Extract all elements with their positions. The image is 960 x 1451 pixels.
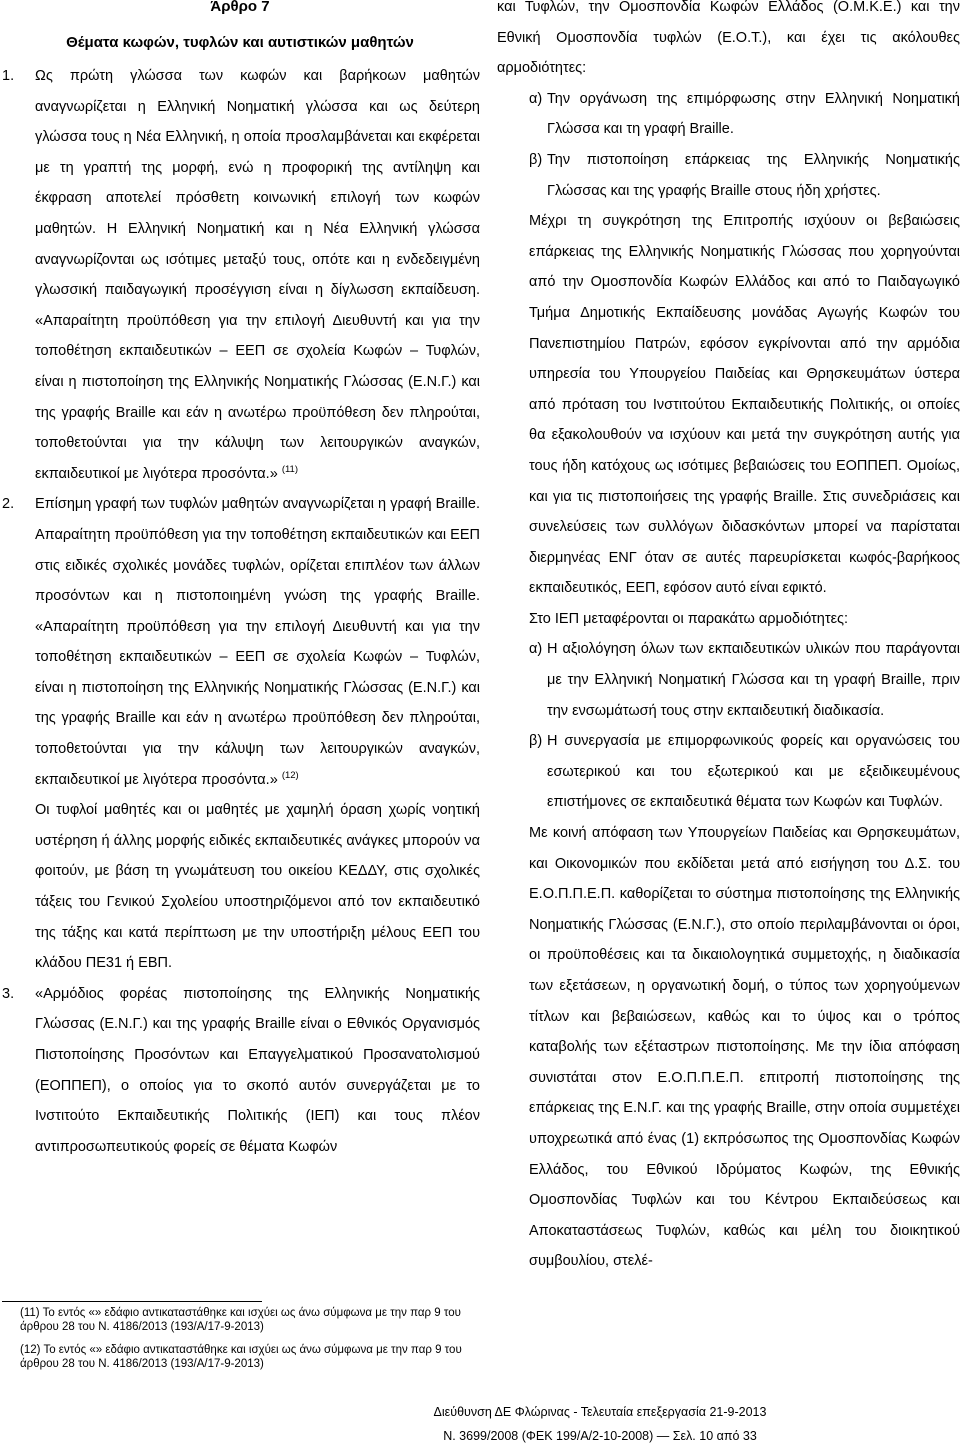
footnote-marker: (12) (20, 1344, 41, 1356)
footnote-text: Το εντός «» εδάφιο αντικαταστάθηκε και ισχύει ως άνω σύμφωνα με την παρ 9 του άρθρου 28 του Ν. 4186/2013 (193/Α/17-9-2013) (20, 1344, 462, 1370)
page-footer-source: Διεύθυνση ΔΕ Φλώρινας - Τελευταία επεξεργασία 21-9-2013 (433, 1405, 767, 1419)
footnote-ref-11: (11) (281, 463, 299, 475)
item-2-paragraph-2: Οι τυφλοί μαθητές και οι μαθητές με χαμηλή όραση χωρίς νοητική υστέρηση ή άλλης μορφής ειδικές εκπαιδευτικές ανάγκες μπορούν να φοιτούν, με βάση τη γνωμάτευση του οικείου ΚΕΔΔΥ, στις σχολικές τάξεις του Γενικού Σχολείου υποστηριζόμενοι από τον εκπαιδευτικό της τάξης και κατά περίπτωση με την υποστήριξη μέλους ΕΕΠ του κλάδου ΠΕ31 ή ΕΒΠ. (35, 802, 480, 972)
list-label: α) (529, 90, 543, 107)
item-1-text: Ως πρώτη γλώσσα των κωφών και βαρήκοων μαθητών αναγνωρίζεται η Ελληνική Νοηματική γλώσσα και ως δεύτερη γλώσσα τους η Νέα Ελληνική, η οποία προσλαμβάνεται και εκφέρεται με τη γραπτή της μορφή, ενώ η προφορική της αντίληψη και έκφραση αποτελεί πρόσθετη κοινωνική επιλογή των κωφών μαθητών. Η Ελληνική Νοηματική και η Νέα Ελληνική γλώσσα αναγνωρίζονται ως ισότιμες μεταξύ τους, οπότε και η ενδεδειγμένη γλωσσική παιδαγωγική προσέγγιση είναι η δίγλωσση εκπαίδευση. «Απαραίτητη προϋπόθεση για την επιλογή Διευθυντή και για την τοποθέτηση εκπαιδευτικών – ΕΕΠ σε σχολεία Κωφών – Τυφλών, είναι η πιστοποίηση της Ελληνικής Νοηματικής Γλώσσας (Ε.Ν.Γ.) και της γραφής Braille και εάν η ανωτέρω προϋπόθεση δεν πληρούται, τοποθετούνται για την κάλυψη των λειτουργικών αναγκών, εκπαιδευτικοί με λιγότερα προσόντα.» (35, 68, 480, 482)
list-text: Την οργάνωση της επιμόρφωσης στην Ελληνική Νοηματική Γλώσσα και τη γραφή Braille. (547, 90, 960, 138)
right-paragraph-2: Μέχρι τη συγκρότηση της Επιτροπής ισχύουν οι βεβαιώσεις επάρκειας της Ελληνικής Νοηματικής Γλώσσας που χορηγούνται από την Ομοσπονδία Κωφών Ελλάδος και από το Παιδαγωγικό Τμήμα Δημοτικής Εκπαίδευσης μονάδας Αγωγής Κωφών του Πανεπιστημίου Πατρών, εφόσον εγκρίνονται από την αρμόδια υπηρεσία του Υπουργείου Παιδείας και Θρησκευμάτων ύστερα από πρόταση του Ινστιτούτου Εκπαιδευτικής Πολιτικής, οι οποίες θα εξακολουθούν να ισχύουν και μετά την συγκρότηση αυτής για τους ήδη κατόχους ως ισότιμες βεβαιώσεις του ΕΟΠΠΕΠ. Ομοίως, και για τις πιστοποιήσεις της γραφής Braille. Στις συνεδριάσεις και συνελεύσεις των συλλόγων διδασκόντων μπορεί να παρίσταται διερμηνέας ΕΝΓ όταν σε αυτές παρευρίσκεται κωφός-βαρήκοος εκπαιδευτικός, ΕΕΠ, εφόσον αυτό είναι εφικτό. (529, 213, 960, 597)
right-paragraph-4: Με κοινή απόφαση των Υπουργείων Παιδείας και Θρησκευμάτων, και Οικονομικών που εκδίδεται μετά από εισήγηση του Δ.Σ. του Ε.Ο.Π.Π.Ε.Π. καθορίζεται το σύστημα πιστοποίησης της Ελληνικής Νοηματικής Γλώσσας (Ε.Ν.Γ.), στο οποίο περιλαμβάνονται οι όροι, οι προϋποθέσεις και τα δικαιολογητικά συμμετοχής, η διαδικασία των εξετάσεων, η οργανωτική δομή, ο τύπος των χορηγούμενων τίτλων και βεβαιώσεων, καθώς και το ύψος και ο τρόπος καταβολής των εξέταστρων πιστοποίησης. Με την ίδια απόφαση συνιστάται στον Ε.Ο.Π.Π.Ε.Π. επιτροπή πιστοποίησης της επάρκειας της Ε.Ν.Γ. και της γραφής Braille, στην οποία συμμετέχει υποχρεωτικά από ένας (1) εκπρόσωπος της Ομοσπονδίας Κωφών Ελλάδος, του Εθνικού Ιδρύματος Κωφών, της Εθνικής Ομοσπονδίας Τυφλών και του Κέντρου Εκπαιδεύσεως και Αποκαταστάσεως Τυφλών, καθώς και μέλη του διοικητικού συμβουλίου, στελέ- (529, 825, 960, 1270)
footnote-12 (0, 1343, 480, 1371)
left-column (0, 0, 480, 1162)
article-title: Άρθρο 7 (210, 0, 270, 15)
item-2-paragraph (35, 489, 480, 795)
item-2 (0, 489, 480, 979)
article-subtitle: Θέματα κωφών, τυφλών και αυτιστικών μαθητών (66, 34, 414, 51)
list-text: Την πιστοποίηση επάρκειας της Ελληνικής Νοηματικής Γλώσσας και της γραφής Braille στους ήδη χρήστες. (547, 151, 960, 199)
item-2-number: 2. (2, 496, 15, 513)
footnote-ref-12: (12) (281, 769, 299, 781)
item-3-number: 3. (2, 985, 15, 1002)
list-label: α) (529, 641, 543, 658)
right-column (497, 0, 960, 1277)
footnote-marker: (11) (20, 1307, 40, 1319)
page-footer-law: Ν. 3699/2008 (ΦΕΚ 199/Α/2-10-2008) — Σελ. 10 από 33 (443, 1429, 757, 1443)
item-1-paragraph (35, 61, 480, 489)
item-1 (0, 61, 480, 489)
footnote-text: Το εντός «» εδάφιο αντικαταστάθηκε και ισχύει ως άνω σύμφωνα με την παρ 9 του άρθρου 28 του Ν. 4186/2013 (193/Α/17-9-2013) (20, 1307, 461, 1333)
list-item-c (497, 634, 960, 726)
list-text: Η συνεργασία με επιμορφωνικούς φορείς και οργανώσεις του εσωτερικού και του εξωτερικού και με εξειδικευμένους επιστήμονες σε εκπαιδευτικά θέματα των Κωφών και Τυφλών. (547, 733, 960, 811)
item-3 (0, 979, 480, 1163)
right-paragraph-3: Στο ΙΕΠ μεταφέρονται οι παρακάτω αρμοδιότητες: (529, 610, 849, 627)
list-item-d (497, 726, 960, 818)
footnote-separator (2, 1301, 262, 1302)
item-3-paragraph: «Αρμόδιος φορέας πιστοποίησης της Ελληνικής Νοηματικής Γλώσσας (Ε.Ν.Γ.) και της γραφής Braille είναι ο Εθνικός Οργανισμός Πιστοποίησης Προσόντων και Επαγγελματικού Προσανατολισμού (ΕΟΠΠΕΠ), ο οποίος για το σκοπό αυτόν συνεργάζεται με το Ινστιτούτο Εκπαιδευτικής Πολιτικής (ΙΕΠ) και τους πλέον αντιπροσωπευτικούς φορείς σε θέματα Κωφών (35, 985, 480, 1155)
list-label: β) (529, 151, 543, 168)
footnote-11 (0, 1306, 480, 1334)
list-item-a (497, 84, 960, 145)
list-label: β) (529, 733, 543, 750)
right-intro: και Τυφλών, την Ομοσπονδία Κωφών Ελλάδος (Ο.Μ.Κ.Ε.) και την Εθνική Ομοσπονδία τυφλών (Ε.Ο.Τ.), και έχει τις ακόλουθες αρμοδιότητες: (497, 0, 960, 77)
list-item-b (497, 145, 960, 206)
footnotes (0, 1306, 480, 1380)
item-2-text: Επίσημη γραφή των τυφλών μαθητών αναγνωρίζεται η γραφή Braille. Απαραίτητη προϋπόθεση για την τοποθέτηση εκπαιδευτικών και ΕΕΠ στις ειδικές σχολικές μονάδες τυφλών, ορίζεται επιπλέον των άλλων προσόντων και η πιστοποιημένη γνώση της γραφής Braille. «Απαραίτητη προϋπόθεση για την επιλογή Διευθυντή και για την τοποθέτηση εκπαιδευτικών – ΕΕΠ σε σχολεία Κωφών – Τυφλών, είναι η πιστοποίηση της Ελληνικής Νοηματικής Γλώσσας (Ε.Ν.Γ.) και της γραφής Braille και εάν η ανωτέρω προϋπόθεση δεν πληρούται, τοποθετούνται για την κάλυψη των λειτουργικών αναγκών, εκπαιδευτικοί με λιγότερα προσόντα.» (35, 496, 480, 788)
item-1-number: 1. (2, 68, 15, 84)
list-text: Η αξιολόγηση όλων των εκπαιδευτικών υλικών που παράγονται με την Ελληνική Νοηματική Γλώσσα και τη γραφή Braille, πριν την ενσωμάτωσή τους στην εκπαιδευτική διαδικασία. (547, 641, 960, 719)
